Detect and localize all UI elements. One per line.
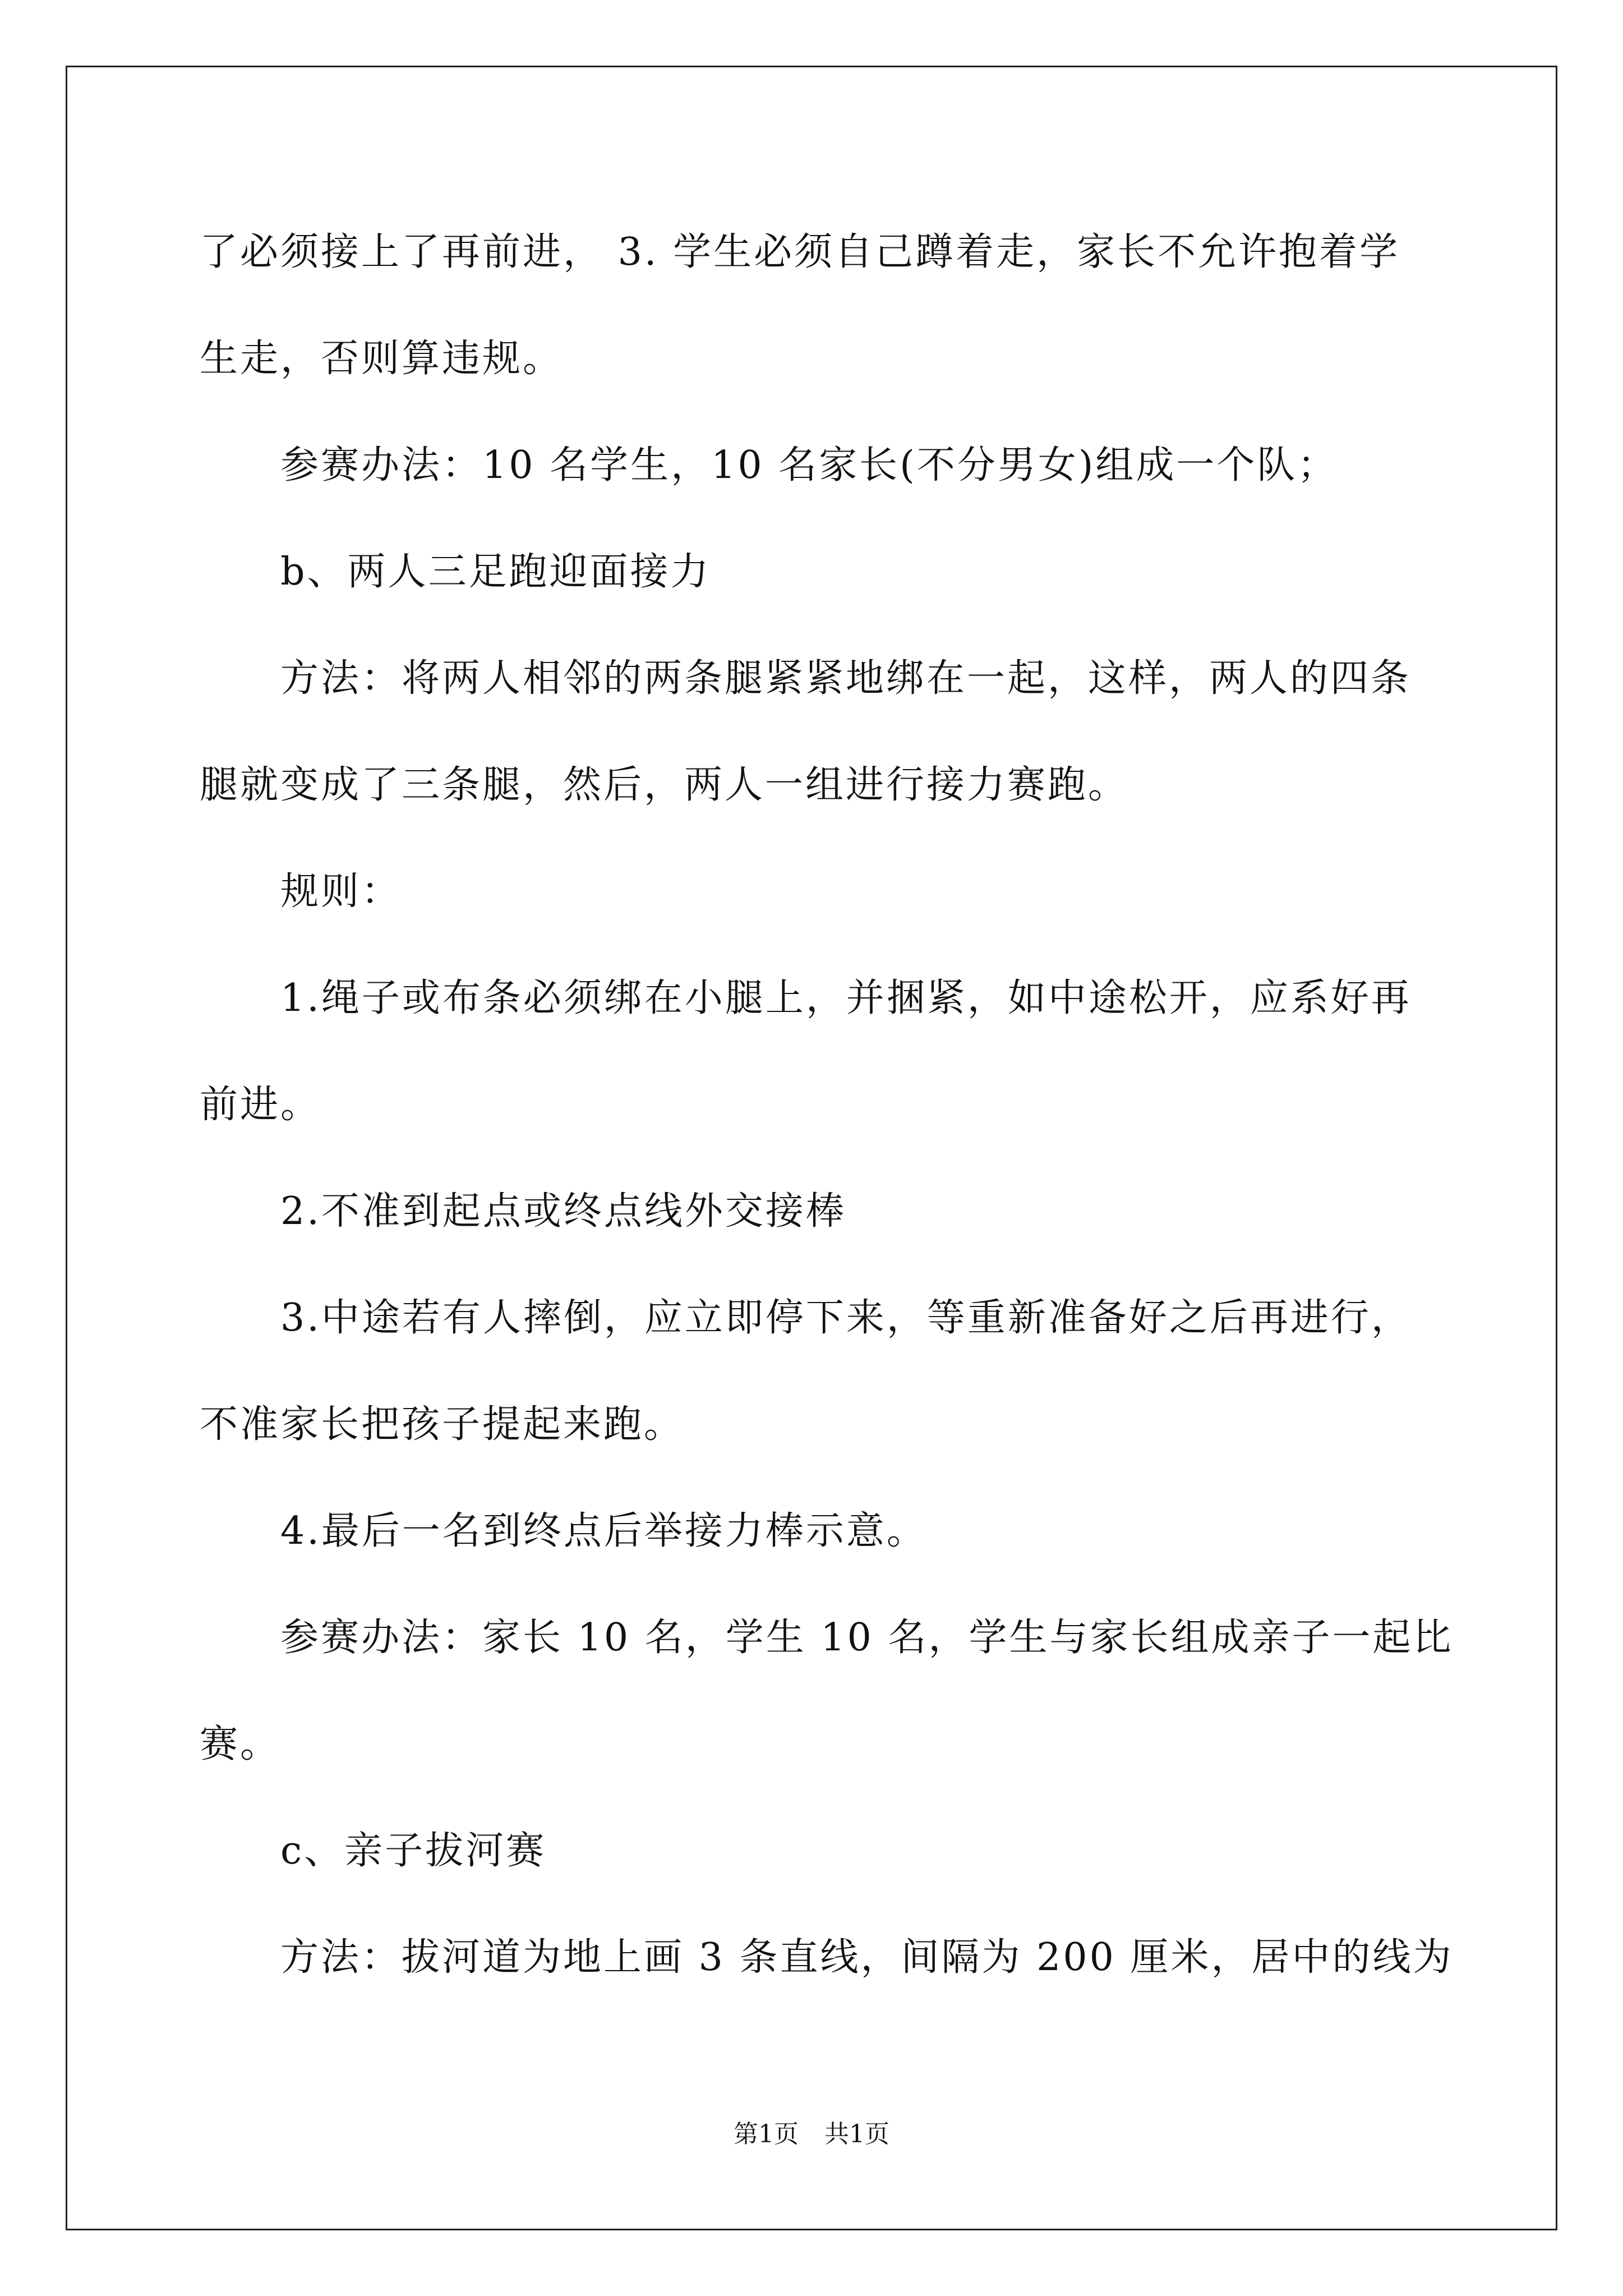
text-line-7: 规则： xyxy=(280,869,402,914)
text-line-4: b、两人三足跑迎面接力 xyxy=(280,550,711,594)
text-line-17: 方法：拔河道为地上画 3 条直线，间隔为 200 厘米，居中的线为 xyxy=(280,1935,1454,1980)
text-line-8: 1.绳子或布条必须绑在小腿上，并捆紧，如中途松开，应系好再 xyxy=(280,976,1412,1020)
text-line-5: 方法：将两人相邻的两条腿紧紧地绑在一起，这样，两人的四条 xyxy=(280,656,1412,701)
text-line-13: 4.最后一名到终点后举接力棒示意。 xyxy=(280,1509,927,1553)
text-line-1: 了必须接上了再前进， 3. 学生必须自己蹲着走，家长不允许抱着学 xyxy=(200,230,1400,274)
page-total: 共1页 xyxy=(824,2120,889,2148)
text-line-2: 生走，否则算违规。 xyxy=(200,337,564,381)
text-line-6: 腿就变成了三条腿，然后，两人一组进行接力赛跑。 xyxy=(200,763,1129,807)
page-number: 第1页 xyxy=(734,2120,799,2148)
page-border xyxy=(66,66,1557,2230)
text-line-10: 2.不准到起点或终点线外交接棒 xyxy=(280,1189,846,1234)
text-line-12: 不准家长把孩子提起来跑。 xyxy=(200,1402,685,1447)
page-footer xyxy=(0,2118,1623,2151)
text-line-14: 参赛办法：家长 10 名，学生 10 名，学生与家长组成亲子一起比 xyxy=(280,1616,1454,1660)
text-line-9: 前进。 xyxy=(200,1083,321,1127)
text-line-15: 赛。 xyxy=(200,1722,281,1766)
text-line-3: 参赛办法：10 名学生，10 名家长(不分男女)组成一个队； xyxy=(280,443,1338,487)
text-line-11: 3.中途若有人摔倒，应立即停下来，等重新准备好之后再进行， xyxy=(280,1296,1412,1340)
text-line-16: c、亲子拔河赛 xyxy=(280,1829,547,1873)
